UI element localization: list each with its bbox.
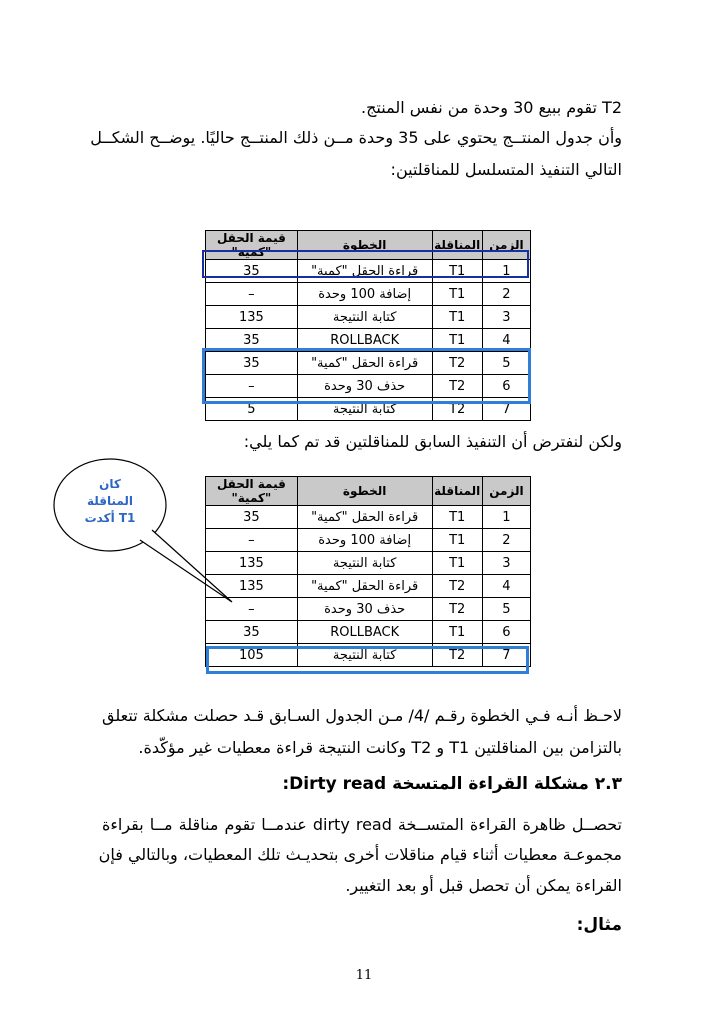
paragraph4-line1: تحصــل ظاهرة القراءة المتســخة dirty read عندمــا تقوم مناقلة مــا بقراءة (102, 815, 622, 834)
cell-transaction: T1 (432, 260, 482, 283)
cell-transaction: T1 (432, 621, 482, 644)
cell-value: 35 (206, 506, 298, 529)
cell-step: قراءة الحقل "كمية" (297, 260, 432, 283)
header-step: الخطوة (297, 231, 432, 260)
section-heading: ٢.٣ مشكلة القراءة المتسخة Dirty read: (282, 774, 622, 794)
cell-step: إضافة 100 وحدة (297, 283, 432, 306)
header-value: قيمة الحقل "كمية" (206, 477, 298, 506)
cell-time: 4 (482, 329, 530, 352)
cell-time: 1 (482, 260, 530, 283)
table-row (206, 506, 531, 529)
cell-step: قراءة الحقل "كمية" (297, 352, 432, 375)
cell-step: قراءة الحقل "كمية" (297, 506, 432, 529)
cell-time: 2 (482, 283, 530, 306)
cell-time: 7 (482, 644, 530, 667)
paragraph1-line1: T2 تقوم ببيع 30 وحدة من نفس المنتج. (361, 98, 622, 117)
cell-transaction: T1 (432, 506, 482, 529)
cell-time: 3 (482, 306, 530, 329)
cell-value: 5 (206, 398, 298, 421)
callout-line3: T1 أكدت (84, 511, 136, 525)
cell-value: – (206, 529, 298, 552)
paragraph2: ولكن لنفترض أن التنفيذ السابق للمناقلتين قد تم كما يلي: (243, 432, 622, 451)
cell-transaction: T2 (432, 352, 482, 375)
cell-step: ROLLBACK (297, 329, 432, 352)
table-row (206, 598, 531, 621)
header-value: قيمة الحقل "كمية" (206, 231, 298, 260)
cell-transaction: T1 (432, 329, 482, 352)
cell-value: – (206, 598, 298, 621)
cell-time: 1 (482, 506, 530, 529)
cell-transaction: T1 (432, 283, 482, 306)
cell-transaction: T1 (432, 552, 482, 575)
table-row (206, 644, 531, 667)
table-header-row (206, 477, 531, 506)
cell-time: 7 (482, 398, 530, 421)
cell-value: 35 (206, 352, 298, 375)
cell-time: 5 (482, 598, 530, 621)
paragraph1-line3: التالي التنفيذ المتسلسل للمناقلتين: (390, 160, 622, 179)
table-row (206, 621, 531, 644)
paragraph4-line3: القراءة يمكن أن تحصل قبل أو بعد التغيير. (345, 876, 622, 895)
cell-time: 6 (482, 375, 530, 398)
cell-step: كتابة النتيجة (297, 306, 432, 329)
table-row (206, 552, 531, 575)
example-label: مثال: (576, 915, 622, 935)
cell-value: 35 (206, 329, 298, 352)
cell-value: 135 (206, 306, 298, 329)
cell-transaction: T2 (432, 598, 482, 621)
callout-line2: المناقلة (86, 494, 134, 508)
cell-step: حذف 30 وحدة (297, 598, 432, 621)
cell-step: إضافة 100 وحدة (297, 529, 432, 552)
cell-step: كتابة النتيجة (297, 552, 432, 575)
cell-step: ROLLBACK (297, 621, 432, 644)
callout-line1: كان (99, 477, 121, 491)
cell-transaction: T1 (432, 529, 482, 552)
callout-text (60, 476, 160, 527)
cell-time: 2 (482, 529, 530, 552)
paragraph1-line2: وأن جدول المنتــج يحتوي على 35 وحدة مــن ذلك المنتــج حاليًا. يوضــح الشكــل (90, 128, 622, 147)
paragraph4-line2: مجموعـة معطيات أثناء قيام مناقلات أخرى بتحديـث تلك المعطيات، وبالتالي فإن (98, 845, 622, 864)
cell-time: 4 (482, 575, 530, 598)
cell-value: 35 (206, 621, 298, 644)
cell-value: 105 (206, 644, 298, 667)
cell-step: قراءة الحقل "كمية" (297, 575, 432, 598)
header-transaction: المناقلة (432, 477, 482, 506)
cell-transaction: T2 (432, 375, 482, 398)
paragraph3-line2: بالتزامن بين المناقلتين T1 و T2 وكانت النتيجة قراءة معطيات غير مؤكّدة. (138, 738, 622, 757)
cell-transaction: T2 (432, 575, 482, 598)
cell-step: حذف 30 وحدة (297, 375, 432, 398)
cell-value: 135 (206, 575, 298, 598)
cell-value: – (206, 375, 298, 398)
table-row (206, 575, 531, 598)
cell-step: كتابة النتيجة (297, 398, 432, 421)
header-transaction: المناقلة (432, 231, 482, 260)
cell-time: 5 (482, 352, 530, 375)
cell-value: 135 (206, 552, 298, 575)
cell-transaction: T1 (432, 306, 482, 329)
cell-step: كتابة النتيجة (297, 644, 432, 667)
cell-value: – (206, 283, 298, 306)
cell-time: 6 (482, 621, 530, 644)
header-time: الزمن (482, 477, 530, 506)
cell-transaction: T2 (432, 398, 482, 421)
paragraph3-line1: لاحـظ أنـه فـي الخطوة رقـم /4/ مـن الجدول السـابق قـد حصلت مشكلة تتعلق (102, 706, 622, 725)
cell-value: 35 (206, 260, 298, 283)
header-step: الخطوة (297, 477, 432, 506)
concurrent-execution-table (205, 476, 531, 667)
cell-transaction: T2 (432, 644, 482, 667)
cell-time: 3 (482, 552, 530, 575)
page-number: 11 (355, 968, 373, 983)
table-row (206, 529, 531, 552)
header-time: الزمن (482, 231, 530, 260)
